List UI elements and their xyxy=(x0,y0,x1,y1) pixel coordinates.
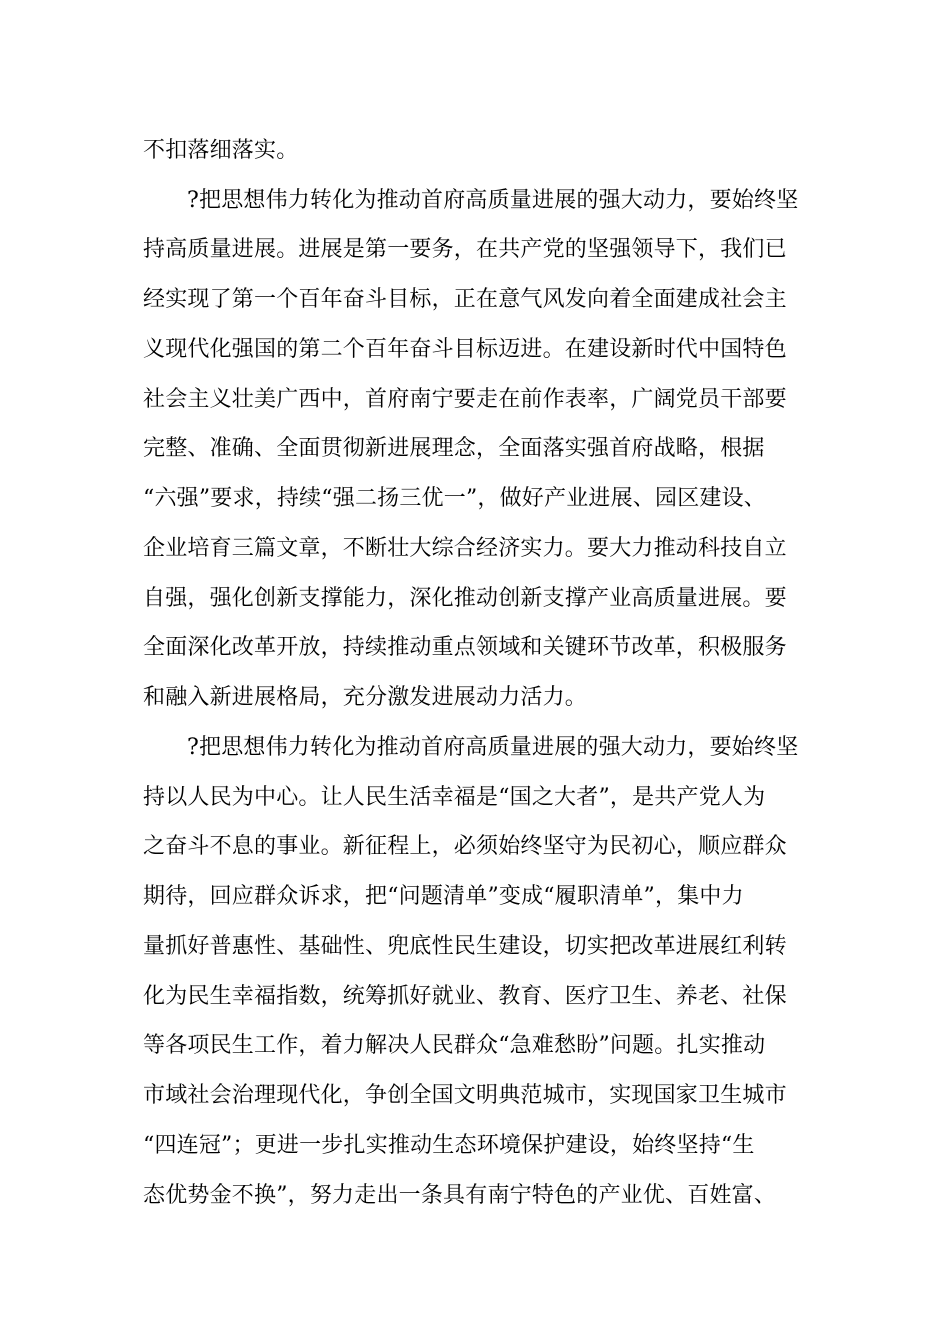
text-line: 持以人民为中心。让人民生活幸福是“国之大者”，是共产党人为 xyxy=(143,785,766,810)
text-line: 量抓好普惠性、基础性、兜底性民生建设，切实把改革进展红利转 xyxy=(143,934,787,959)
paragraph-start-line: ?把思想伟力转化为推动首府高质量进展的强大动力，要始终坚 xyxy=(187,188,799,213)
text-line: 之奋斗不息的事业。新征程上，必须始终坚守为民初心，顺应群众 xyxy=(143,834,787,859)
text-line: “四连冠”；更进一步扎实推动生态环境保护建设，始终坚持“生 xyxy=(143,1133,755,1158)
text-line: 持高质量进展。进展是第一要务，在共产党的坚强领导下，我们已 xyxy=(143,237,787,262)
text-line: 化为民生幸福指数，统筹抓好就业、教育、医疗卫生、养老、社保 xyxy=(143,984,787,1009)
text-line: 市域社会治理现代化，争创全国文明典范城市，实现国家卫生城市 xyxy=(143,1083,787,1108)
text-line: 态优势金不换”，努力走出一条具有南宁特色的产业优、百姓富、 xyxy=(143,1183,777,1208)
text-line: 义现代化强国的第二个百年奋斗目标迈进。在建设新时代中国特色 xyxy=(143,337,787,362)
text-line: 完整、准确、全面贯彻新进展理念，全面落实强首府战略，根据 xyxy=(143,436,765,461)
text-line: 全面深化改革开放，持续推动重点领域和关键环节改革，积极服务 xyxy=(143,635,787,660)
text-line: 经实现了第一个百年奋斗目标，正在意气风发向着全面建成社会主 xyxy=(143,287,787,312)
paragraph-start-line: ?把思想伟力转化为推动首府高质量进展的强大动力，要始终坚 xyxy=(187,735,799,760)
text-line: 和融入新进展格局，充分激发进展动力活力。 xyxy=(143,685,588,710)
text-line: 企业培育三篇文章，不断壮大综合经济实力。要大力推动科技自立 xyxy=(143,536,787,561)
text-line: 自强，强化创新支撑能力，深化推动创新支撑产业高质量进展。要 xyxy=(143,586,787,611)
text-line: 等各项民生工作，着力解决人民群众“急难愁盼”问题。扎实推动 xyxy=(143,1033,766,1058)
text-line: “六强”要求，持续“强二扬三优一”，做好产业进展、园区建设、 xyxy=(143,486,766,511)
text-line: 不扣落细落实。 xyxy=(143,138,299,163)
text-line: 期待，回应群众诉求，把“问题清单”变成“履职清单”，集中力 xyxy=(143,884,744,909)
text-line: 社会主义壮美广西中，首府南宁要走在前作表率，广阔党员干部要 xyxy=(143,387,787,412)
